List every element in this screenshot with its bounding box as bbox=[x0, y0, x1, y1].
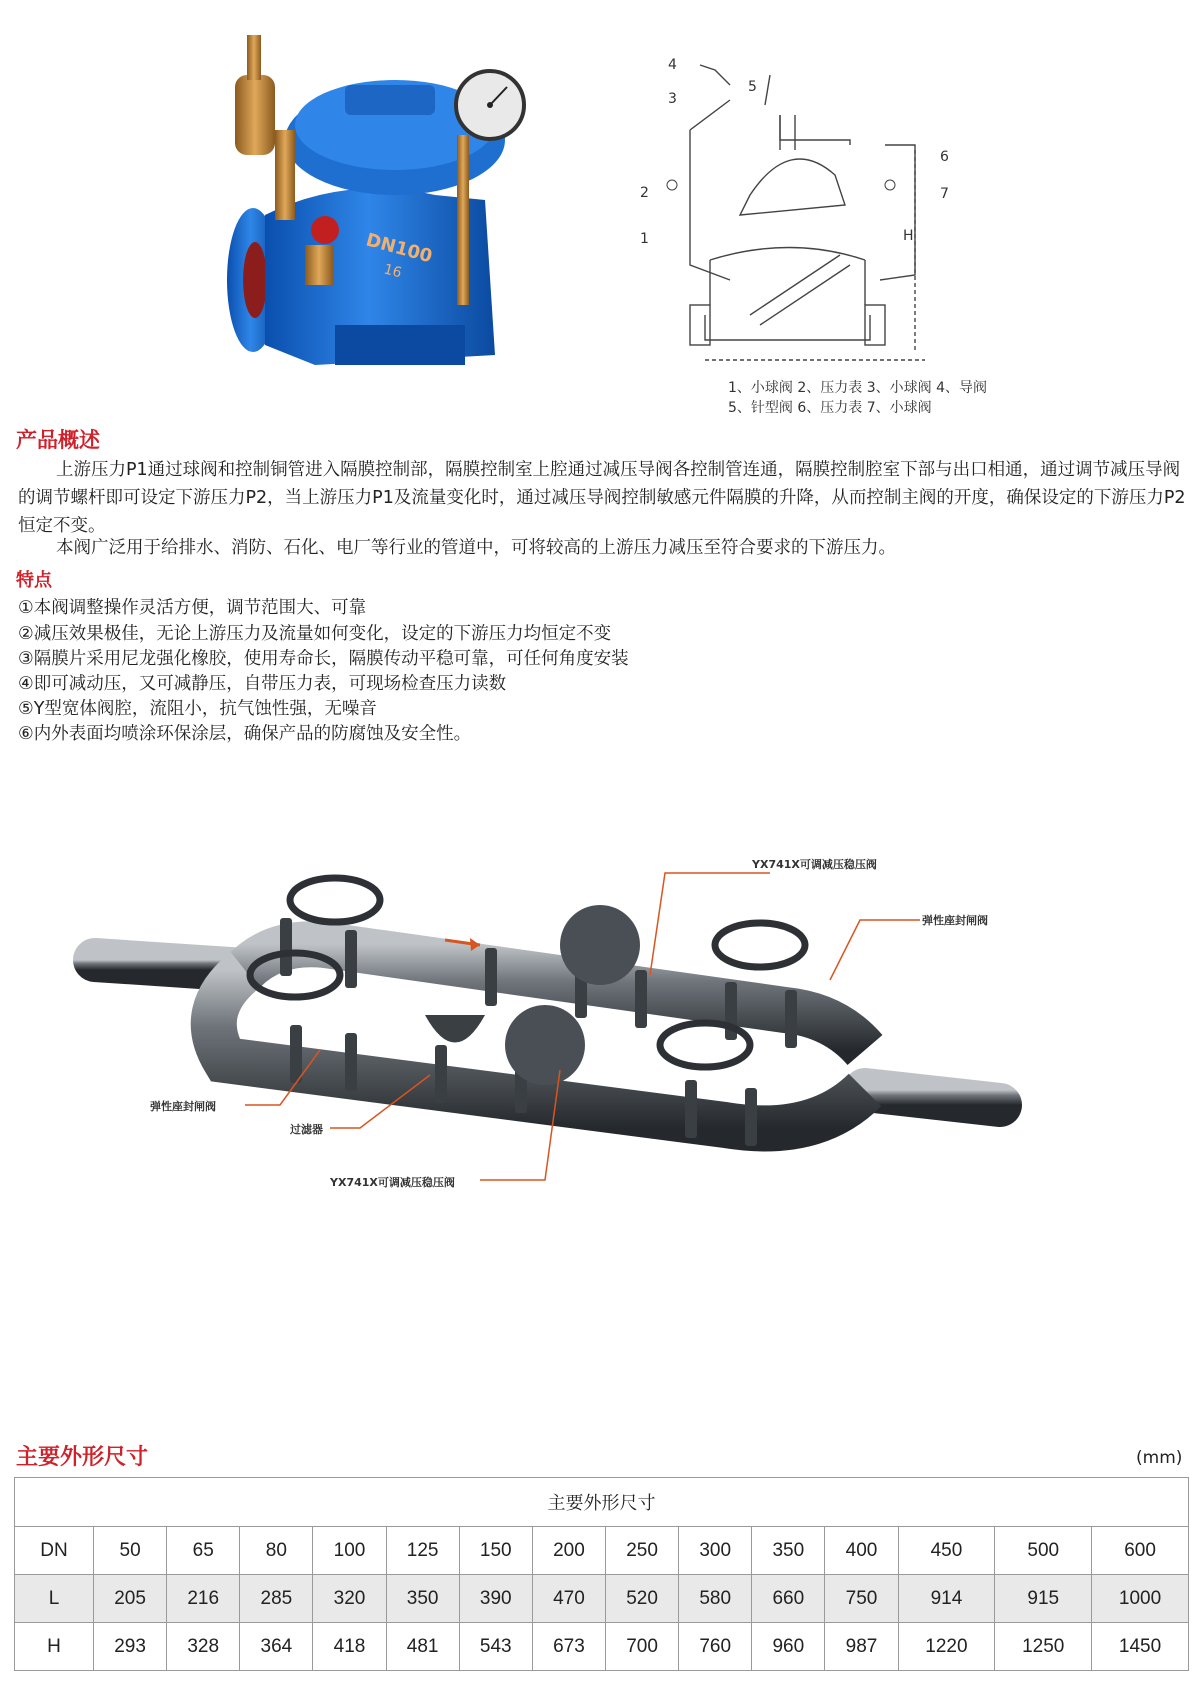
table-cell: 80 bbox=[240, 1527, 313, 1575]
table-cell: 960 bbox=[752, 1623, 825, 1671]
table-cell: 450 bbox=[898, 1527, 995, 1575]
table-cell: 320 bbox=[313, 1575, 386, 1623]
label-left-gate-valve: 弹性座封闸阀 bbox=[150, 1100, 216, 1113]
table-cell: 520 bbox=[605, 1575, 678, 1623]
table-cell: 987 bbox=[825, 1623, 898, 1671]
table-cell: 390 bbox=[459, 1575, 532, 1623]
row-label: H bbox=[15, 1623, 94, 1671]
table-cell: 914 bbox=[898, 1575, 995, 1623]
dimensions-heading: 主要外形尺寸 bbox=[16, 1445, 149, 1470]
table-cell: 350 bbox=[386, 1575, 459, 1623]
table-cell: 65 bbox=[167, 1527, 240, 1575]
row-label: L bbox=[15, 1575, 94, 1623]
overview-heading: 产品概述 bbox=[16, 428, 100, 452]
table-cell: 293 bbox=[94, 1623, 167, 1671]
dimensions-unit: (mm) bbox=[1136, 1448, 1183, 1468]
table-cell: 100 bbox=[313, 1527, 386, 1575]
table-cell: 470 bbox=[532, 1575, 605, 1623]
table-row-dn bbox=[15, 1527, 1189, 1575]
table-row-h bbox=[15, 1623, 1189, 1671]
features-heading: 特点 bbox=[16, 570, 52, 591]
valve-product-photo bbox=[225, 25, 555, 395]
table-cell: 1000 bbox=[1092, 1575, 1189, 1623]
table-row-l bbox=[15, 1575, 1189, 1623]
table-cell: 216 bbox=[167, 1575, 240, 1623]
dimensions-table bbox=[14, 1477, 1189, 1671]
table-cell: 760 bbox=[679, 1623, 752, 1671]
table-cell: 350 bbox=[752, 1527, 825, 1575]
callout-3: 3 bbox=[668, 91, 677, 107]
feature-item-4: ④即可减动压，又可减静压，自带压力表，可现场检查压力读数 bbox=[18, 674, 507, 694]
table-cell: 285 bbox=[240, 1575, 313, 1623]
feature-item-6: ⑥内外表面均喷涂环保涂层，确保产品的防腐蚀及安全性。 bbox=[18, 724, 472, 744]
label-bottom-pressure-valve: YX741X可调减压稳压阀 bbox=[330, 1176, 455, 1189]
table-cell: 700 bbox=[605, 1623, 678, 1671]
table-cell: 580 bbox=[679, 1575, 752, 1623]
table-cell: 1250 bbox=[995, 1623, 1092, 1671]
schematic-legend-line2: 5、针型阀 6、压力表 7、小球阀 bbox=[728, 400, 932, 416]
valve-schematic bbox=[640, 55, 1030, 385]
dim-label-h: H bbox=[903, 228, 914, 244]
table-cell: 250 bbox=[605, 1527, 678, 1575]
overview-paragraph-1: 上游压力P1通过球阀和控制铜管进入隔膜控制部，隔膜控制室上腔通过减压导阀各控制管连通，隔膜控制腔室下部与出口相通，通过调节减压导阀的调节螺杆即可设定下游压力P2，当上游压力P1及流量变化时，通过减压导阀控制敏感元件隔膜的升降，从而控制主阀的开度，确保设定的下游压力P2恒定不变。 bbox=[18, 460, 1186, 536]
table-cell: 364 bbox=[240, 1623, 313, 1671]
schematic-legend-line1: 1、小球阀 2、压力表 3、小球阀 4、导阀 bbox=[728, 380, 987, 396]
installation-callout-lines bbox=[0, 840, 1200, 1200]
table-cell: 481 bbox=[386, 1623, 459, 1671]
table-cell: 300 bbox=[679, 1527, 752, 1575]
valve-body-marking: DN100 bbox=[363, 229, 435, 268]
callout-4: 4 bbox=[668, 57, 677, 73]
label-top-gate-valve: 弹性座封闸阀 bbox=[922, 914, 988, 927]
overview-paragraph-2: 本阀广泛用于给排水、消防、石化、电厂等行业的管道中，可将较高的上游压力减压至符合要求的下游压力。 bbox=[56, 538, 896, 558]
table-cell: 543 bbox=[459, 1623, 532, 1671]
row-label: DN bbox=[15, 1527, 94, 1575]
table-cell: 418 bbox=[313, 1623, 386, 1671]
feature-item-1: ①本阀调整操作灵活方便，调节范围大、可靠 bbox=[18, 598, 367, 618]
table-cell: 750 bbox=[825, 1575, 898, 1623]
table-cell: 660 bbox=[752, 1575, 825, 1623]
label-top-pressure-valve: YX741X可调减压稳压阀 bbox=[752, 858, 877, 871]
table-title: 主要外形尺寸 bbox=[15, 1478, 1189, 1527]
callout-7: 7 bbox=[940, 186, 949, 202]
callout-1: 1 bbox=[640, 231, 649, 247]
table-cell: 1450 bbox=[1092, 1623, 1189, 1671]
label-filter: 过滤器 bbox=[290, 1123, 323, 1136]
table-cell: 150 bbox=[459, 1527, 532, 1575]
callout-6: 6 bbox=[940, 149, 949, 165]
feature-item-3: ③隔膜片采用尼龙强化橡胶，使用寿命长，隔膜传动平稳可靠，可任何角度安装 bbox=[18, 649, 629, 669]
table-cell: 1220 bbox=[898, 1623, 995, 1671]
table-cell: 200 bbox=[532, 1527, 605, 1575]
table-cell: 500 bbox=[995, 1527, 1092, 1575]
callout-2: 2 bbox=[640, 185, 649, 201]
feature-item-2: ②减压效果极佳，无论上游压力及流量如何变化，设定的下游压力均恒定不变 bbox=[18, 624, 612, 644]
table-cell: 125 bbox=[386, 1527, 459, 1575]
table-cell: 400 bbox=[825, 1527, 898, 1575]
table-cell: 328 bbox=[167, 1623, 240, 1671]
callout-5: 5 bbox=[748, 79, 757, 95]
table-cell: 915 bbox=[995, 1575, 1092, 1623]
table-cell: 673 bbox=[532, 1623, 605, 1671]
table-cell: 50 bbox=[94, 1527, 167, 1575]
table-cell: 600 bbox=[1092, 1527, 1189, 1575]
valve-body-marking-2: 16 bbox=[381, 261, 404, 282]
table-cell: 205 bbox=[94, 1575, 167, 1623]
feature-item-5: ⑤Y型宽体阀腔，流阻小，抗气蚀性强，无噪音 bbox=[18, 699, 377, 719]
